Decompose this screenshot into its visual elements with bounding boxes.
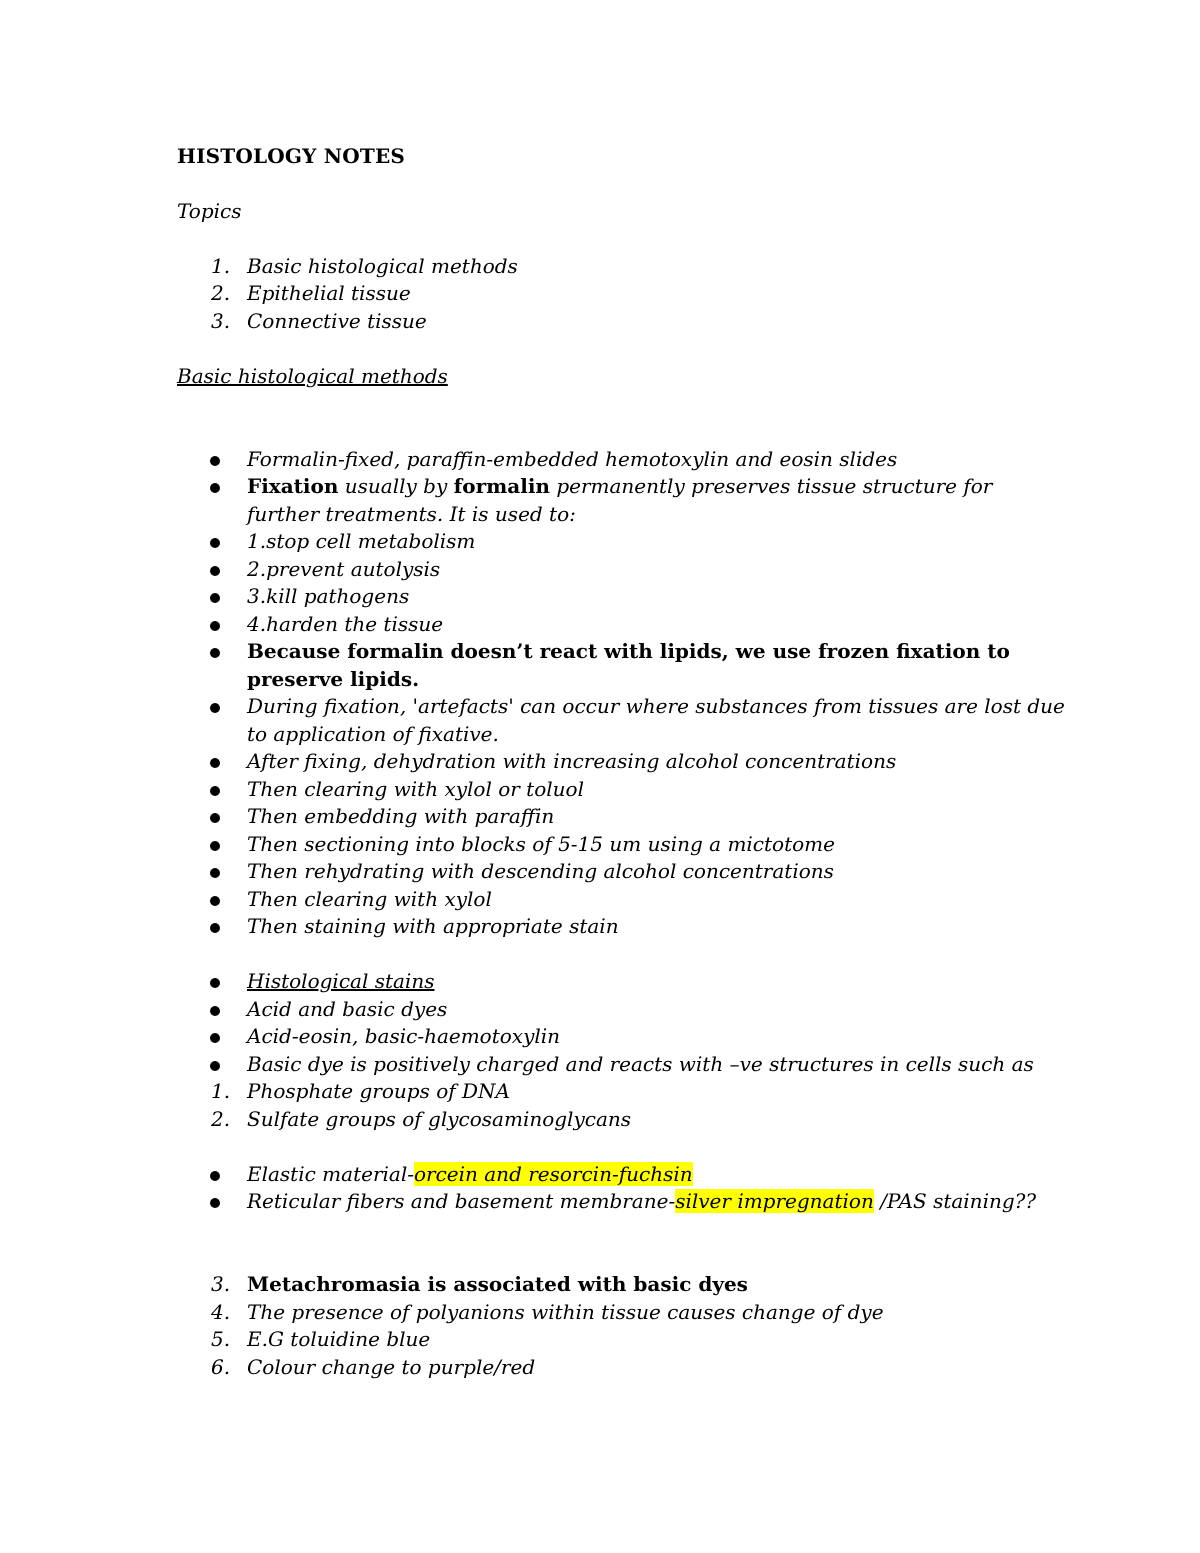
list-item: Then embedding with paraffin [247, 804, 555, 828]
list-item: The presence of polyanions within tissue causes change of dye [247, 1300, 884, 1324]
list-item: Acid-eosin, basic-haemotoxylin [247, 1024, 561, 1048]
topic-item: Epithelial tissue [247, 281, 411, 305]
bullet-icon [210, 1006, 220, 1016]
list-number: 3. [211, 1272, 231, 1296]
list-item: Colour change to purple/red [247, 1355, 536, 1379]
list-item-continuation: to application of fixative. [247, 722, 499, 746]
list-number: 6. [211, 1355, 231, 1379]
topics-label: Topics [177, 199, 242, 223]
list-item: Then staining with appropriate stain [247, 914, 619, 938]
bullet-icon [210, 621, 220, 631]
bullet-icon [210, 978, 220, 988]
list-item: During fixation, 'artefacts' can occur where substances from tissues are lost due [247, 694, 1065, 718]
bullet-icon [210, 538, 220, 548]
list-item: 2.prevent autolysis [247, 557, 441, 581]
topic-number: 2. [211, 281, 231, 305]
list-item: Then rehydrating with descending alcohol concentrations [247, 859, 834, 883]
bullet-icon [210, 483, 220, 493]
bullet-icon [210, 758, 220, 768]
list-item: 3.kill pathogens [247, 584, 410, 608]
bullet-icon [210, 1061, 220, 1071]
list-item: Reticular fibers and basement membrane-silver impregnation /PAS staining?? [247, 1189, 1037, 1213]
list-number: 4. [211, 1300, 231, 1324]
highlighted-text: silver impregnation [675, 1189, 874, 1213]
bullet-icon [210, 648, 220, 658]
list-item: After fixing, dehydration with increasing alcohol concentrations [247, 749, 897, 773]
list-item: Formalin-fixed, paraffin-embedded hemotoxylin and eosin slides [247, 447, 898, 471]
list-item-continuation: preserve lipids. [247, 667, 420, 691]
list-item-continuation: further treatments. It is used to: [247, 502, 576, 526]
list-item: Sulfate groups of glycosaminoglycans [247, 1107, 632, 1131]
list-item: Acid and basic dyes [247, 997, 448, 1021]
section-heading: Basic histological methods [177, 364, 448, 388]
bullet-icon [210, 593, 220, 603]
bullet-icon [210, 1033, 220, 1043]
bullet-icon [210, 1171, 220, 1181]
list-item: 1.stop cell metabolism [247, 529, 476, 553]
topic-item: Basic histological methods [247, 254, 518, 278]
list-item: Elastic material-orcein and resorcin-fuchsin [247, 1162, 693, 1186]
bullet-icon [210, 896, 220, 906]
list-number: 1. [211, 1079, 231, 1103]
list-item: Then sectioning into blocks of 5-15 um using a mictotome [247, 832, 835, 856]
bullet-icon [210, 868, 220, 878]
bullet-icon [210, 703, 220, 713]
list-item: Because formalin doesn’t react with lipids, we use frozen fixation to [247, 639, 1010, 663]
list-item: Phosphate groups of DNA [247, 1079, 510, 1103]
bullet-icon [210, 456, 220, 466]
topic-item: Connective tissue [247, 309, 427, 333]
highlighted-text: orcein and resorcin-fuchsin [413, 1162, 693, 1186]
list-item: Fixation usually by formalin permanently preserves tissue structure for [247, 474, 993, 498]
bullet-icon [210, 813, 220, 823]
bullet-icon [210, 1198, 220, 1208]
bullet-icon [210, 566, 220, 576]
list-item: Basic dye is positively charged and reacts with –ve structures in cells such as [247, 1052, 1034, 1076]
bullet-icon [210, 841, 220, 851]
list-number: 2. [211, 1107, 231, 1131]
topic-number: 3. [211, 309, 231, 333]
list-number: 5. [211, 1327, 231, 1351]
bullet-icon [210, 786, 220, 796]
list-item: 4.harden the tissue [247, 612, 444, 636]
document-title: HISTOLOGY NOTES [177, 144, 406, 168]
topic-number: 1. [211, 254, 231, 278]
list-item: Metachromasia is associated with basic dyes [247, 1272, 748, 1296]
list-item: E.G toluidine blue [247, 1327, 431, 1351]
list-item: Histological stains [247, 969, 435, 993]
list-item: Then clearing with xylol [247, 887, 492, 911]
bullet-icon [210, 923, 220, 933]
list-item: Then clearing with xylol or toluol [247, 777, 584, 801]
